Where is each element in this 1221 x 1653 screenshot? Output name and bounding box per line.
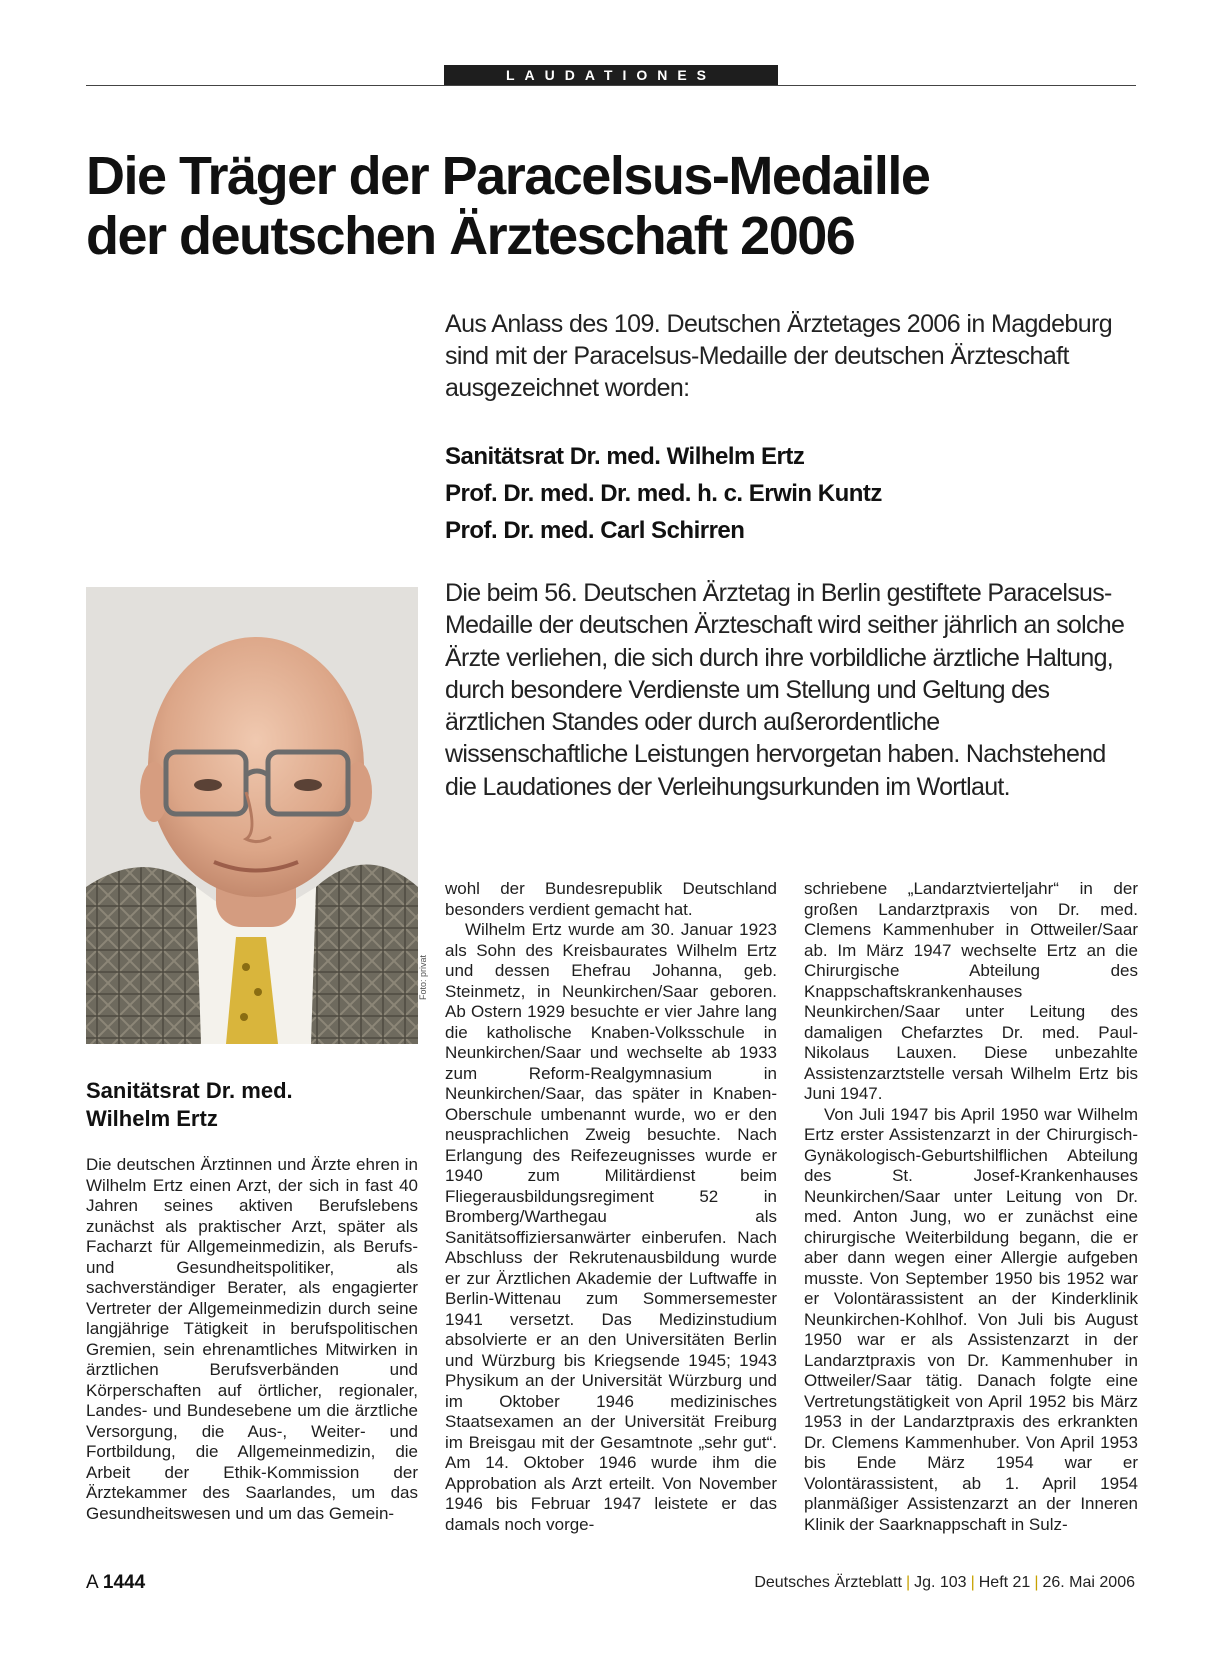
article-title	[86, 146, 1146, 266]
page-number	[86, 1572, 145, 1594]
section-heading-line-1: Sanitätsrat Dr. med.	[86, 1078, 293, 1103]
column-3-paragraph-2: Von Juli 1947 bis April 1950 war Wilhelm Ertz erster Assistenzarzt in der Chirurgisch-Gynäkologisch-Geburtshilflichen Abteilung des St. Josef-Krankenhauses Neunkirchen/Saar unter Leitung von Dr. med. Anton Jung, wo er zunächst eine chirurgische Weiterbildung begann, die er aber dann wegen einer Allergie aufgeben musste. Von September 1950 bis 1952 war er Volontärassistent an der Kinderklinik Neunkirchen-Kohlhof. Von Juli bis August 1950 war er als Assistenzarzt in der Landarztpraxis von Dr. Kammenhuber in Ottweiler/Saar tätig. Danach folgte eine Vertretungstätigkeit von April 1952 bis März 1953 in der Landarztpraxis des erkrankten Dr. Clemens Kammenhuber. Von April 1953 bis Ende März 1954 war er Volontärassistent, ab 1. April 1954 planmäßiger Assistenzarzt an der Inneren Klinik der Saarknappschaft in Sulz-	[804, 1104, 1138, 1534]
column-3-paragraph-1: schriebene „Landarztvierteljahr“ in der großen Landarztpraxis von Dr. med. Clemens Kammenhuber in Ottweiler/Saar ab. Im März 1947 wechselte Ertz an die Chirurgische Abteilung des Knappschaftskrankenhauses Neunkirchen/Saar unter Leitung des damaligen Chefarztes Dr. med. Paul-Nikolaus Lauxen. Diese unbezahlte Assistenzarztstelle versah Wilhelm Ertz bis Juni 1947.	[804, 879, 1138, 1103]
title-line-2: der deutschen Ärzteschaft 2006	[86, 206, 855, 266]
page-prefix: A	[86, 1572, 98, 1593]
awardee-3: Prof. Dr. med. Carl Schirren	[445, 517, 745, 544]
journal-date: 26. Mai 2006	[1042, 1574, 1135, 1591]
text-column-1	[86, 1155, 418, 1524]
column-1-paragraph: Die deutschen Ärztinnen und Ärzte ehren in Wilhelm Ertz einen Arzt, der sich in fast 40 Jahren seines aktiven Berufslebens zunächst als praktischer Arzt, später als Facharzt für Allgemeinmedizin, als Berufs- und Gesundheitspolitiker, als sachverständiger Berater, als engagierter Vertreter der Allgemeinmedizin durch seine langjährige Tätigkeit in berufspolitischen Gremien, sein ehrenamtliches Mitwirken in ärztlichen Berufsverbänden und Körperschaften auf örtlicher, regionaler, Landes- und Bundesebene um die ärztliche Versorgung, die Aus-, Weiter- und Fortbildung, die Allgemeinmedizin, die Arbeit der Ethik-Kommission der Ärztekammer des Saarlandes, um das Gesundheitswesen und um das Gemein-	[86, 1155, 418, 1523]
title-line-1: Die Träger der Paracelsus-Medaille	[86, 146, 930, 206]
text-column-2	[445, 879, 777, 1535]
portrait-photo	[86, 587, 418, 1044]
awardee-list	[445, 438, 1145, 549]
page-number-value: 1444	[102, 1572, 146, 1593]
awardee-1: Sanitätsrat Dr. med. Wilhelm Ertz	[445, 443, 805, 470]
journal-volume: Jg. 103	[914, 1574, 967, 1591]
lead-paragraph: Die beim 56. Deutschen Ärztetag in Berlin gestiftete Paracelsus-Medaille der deutschen Ärzteschaft wird seither jährlich an solche Ärzte verliehen, die sich durch ihre vorbildliche ärztliche Haltung, durch besondere Verdienste um Stellung und Geltung des ärztlichen Standes oder durch außerordentliche wissenschaftliche Leistungen hervorgetan haben. Nachstehend die Laudationes der Verleihungsurkunden im Wortlaut.	[445, 579, 1125, 801]
column-2-paragraph-2: Wilhelm Ertz wurde am 30. Januar 1923 als Sohn des Kreisbaurates Wilhelm Ertz und dessen Ehefrau Johanna, geb. Steinmetz, in Neunkirchen/Saar geboren. Ab Ostern 1929 besuchte er vier Jahre lang die katholische Knaben-Volksschule in Neunkirchen/Saar und wechselte ab 1933 zum Reform-Realgymnasium in Neunkirchen/Saar, das später in Knaben-Oberschule umbenannt wurde, wo er den neusprachlichen Zweig besuchte. Nach Erlangung des Reifezeugnisses wurde er 1940 zum Militärdienst beim Fliegerausbildungsregiment 52 in Bromberg/Warthegau als Sanitätsoffiziersanwärter einberufen. Nach Abschluss der Rekrutenausbildung wurde er zur Ärztlichen Akademie der Luftwaffe in Berlin-Wittenau zum Sommersemester 1941 versetzt. Das Medizinstudium absolvierte er an den Universitäten Berlin und Würzburg bis Kriegsende 1945; 1943 Physikum an der Universität Würzburg und im Oktober 1946 medizinisches Staatsexamen an der Universität Freiburg im Breisgau mit der Gesamtnote „sehr gut“. Am 14. Oktober 1946 wurde ihm die Approbation als Arzt erteilt. Von November 1946 bis Februar 1947 leistete er das damals noch vorge-	[445, 920, 777, 1534]
section-heading-line-2: Wilhelm Ertz	[86, 1106, 218, 1131]
photo-credit: Foto: privat	[418, 954, 428, 1000]
journal-name: Deutsches Ärzteblatt	[754, 1574, 902, 1591]
text-column-3	[804, 879, 1138, 1535]
section-heading	[86, 1077, 416, 1133]
footer-separator: |	[1034, 1574, 1039, 1591]
awardee-2: Prof. Dr. med. Dr. med. h. c. Erwin Kuntz	[445, 480, 882, 507]
section-tag: LAUDATIONES	[444, 65, 778, 85]
column-2-paragraph-1: wohl der Bundesrepublik Deutschland besonders verdient gemacht hat.	[445, 879, 777, 919]
footer-separator: |	[970, 1574, 975, 1591]
journal-issue: Heft 21	[978, 1574, 1031, 1591]
footer-separator: |	[905, 1574, 911, 1591]
journal-footer	[754, 1574, 1135, 1592]
header-rule	[86, 85, 1136, 86]
portrait-illustration	[86, 587, 418, 1044]
intro-text: Aus Anlass des 109. Deutschen Ärztetages 2006 in Magdeburg sind mit der Paracelsus-Medaille der deutschen Ärzteschaft ausgezeichnet worden:	[445, 310, 1113, 402]
